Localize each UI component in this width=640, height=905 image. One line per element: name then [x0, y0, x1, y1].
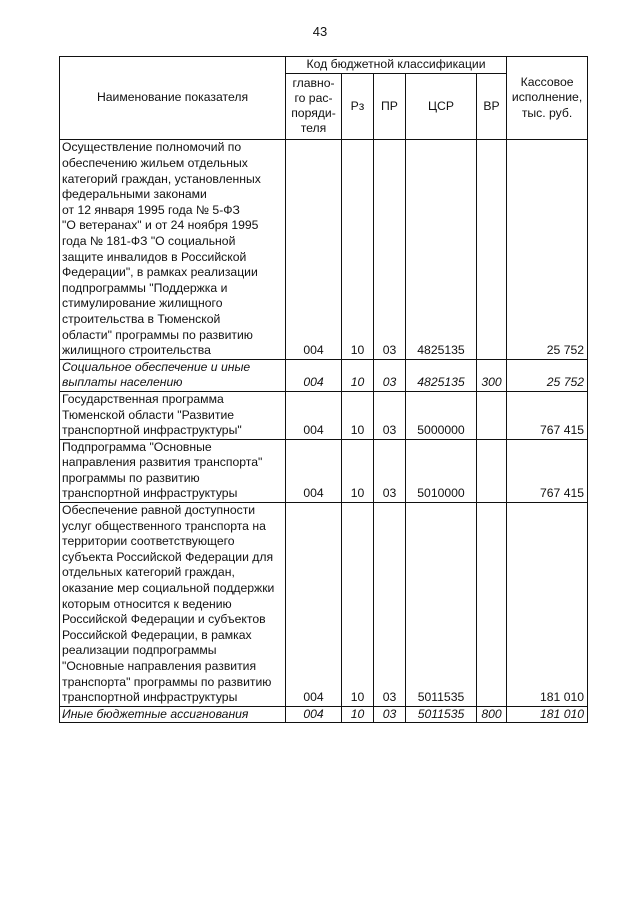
- page-number: 43: [312, 24, 328, 39]
- table-row: [60, 503, 588, 707]
- row-vr: 300: [477, 359, 507, 391]
- row-name: Государственная программа Тюменской области "Развитие транспортной инфраструктуры": [60, 391, 286, 439]
- header-glav: главно- го рас- поряди- теля: [286, 73, 342, 140]
- header-amount: Кассовое исполнение, тыс. руб.: [507, 57, 588, 140]
- row-glav: 004: [286, 140, 342, 359]
- row-csr: 4825135: [406, 140, 477, 359]
- row-rz: 10: [342, 359, 374, 391]
- row-pr: 03: [374, 140, 406, 359]
- row-vr: [477, 391, 507, 439]
- row-rz: 10: [342, 503, 374, 707]
- row-name: Иные бюджетные ассигнования: [60, 706, 286, 723]
- header-vr: ВР: [477, 73, 507, 140]
- row-vr: [477, 503, 507, 707]
- row-csr: 5000000: [406, 391, 477, 439]
- row-pr: 03: [374, 359, 406, 391]
- row-amount: 25 752: [507, 359, 588, 391]
- table-row: [60, 391, 588, 439]
- row-name: Обеспечение равной доступности услуг общественного транспорта на территории соответствующего субъекта Российской Федерации для отдельных категорий граждан, оказание мер социальной поддержки которым относится к ведению Российской Федерации и субъектов Российской Федерации, в рамках реализации подпрограммы "Основные направления развития транспорта" программы по развитию транспортной инфраструктуры: [60, 503, 286, 707]
- row-rz: 10: [342, 391, 374, 439]
- table-row: [60, 439, 588, 502]
- row-rz: 10: [342, 140, 374, 359]
- row-glav: 004: [286, 391, 342, 439]
- row-pr: 03: [374, 391, 406, 439]
- row-csr: 4825135: [406, 359, 477, 391]
- row-vr: [477, 140, 507, 359]
- header-pr: ПР: [374, 73, 406, 140]
- row-csr: 5010000: [406, 439, 477, 502]
- header-csr: ЦСР: [406, 73, 477, 140]
- row-vr: [477, 439, 507, 502]
- table-row: [60, 359, 588, 391]
- row-pr: 03: [374, 706, 406, 723]
- row-amount: 181 010: [507, 706, 588, 723]
- row-vr: 800: [477, 706, 507, 723]
- row-glav: 004: [286, 359, 342, 391]
- row-name: Подпрограмма "Основные направления развития транспорта" программы по развитию транспортной инфраструктуры: [60, 439, 286, 502]
- row-glav: 004: [286, 706, 342, 723]
- row-amount: 25 752: [507, 140, 588, 359]
- row-amount: 767 415: [507, 391, 588, 439]
- row-pr: 03: [374, 439, 406, 502]
- header-rz: Рз: [342, 73, 374, 140]
- row-csr: 5011535: [406, 706, 477, 723]
- row-amount: 767 415: [507, 439, 588, 502]
- row-pr: 03: [374, 503, 406, 707]
- budget-table: [59, 56, 588, 723]
- row-glav: 004: [286, 503, 342, 707]
- header-code-group: Код бюджетной классификации: [286, 57, 507, 74]
- table-row: [60, 140, 588, 359]
- header-name: Наименование показателя: [60, 57, 286, 140]
- row-glav: 004: [286, 439, 342, 502]
- row-name: Социальное обеспечение и иные выплаты населению: [60, 359, 286, 391]
- table-row: [60, 706, 588, 723]
- row-rz: 10: [342, 439, 374, 502]
- row-csr: 5011535: [406, 503, 477, 707]
- row-rz: 10: [342, 706, 374, 723]
- row-amount: 181 010: [507, 503, 588, 707]
- row-name: Осуществление полномочий по обеспечению жильем отдельных категорий граждан, установленных федеральными законами от 12 января 1995 года № 5-ФЗ "О ветеранах" и от 24 ноября 1995 года № 181-ФЗ "О социальной защите инвалидов в Российской Федерации", в рамках реализации подпрограммы "Поддержка и стимулирование жилищного строительства в Тюменской области" программы по развитию жилищного строительства: [60, 140, 286, 359]
